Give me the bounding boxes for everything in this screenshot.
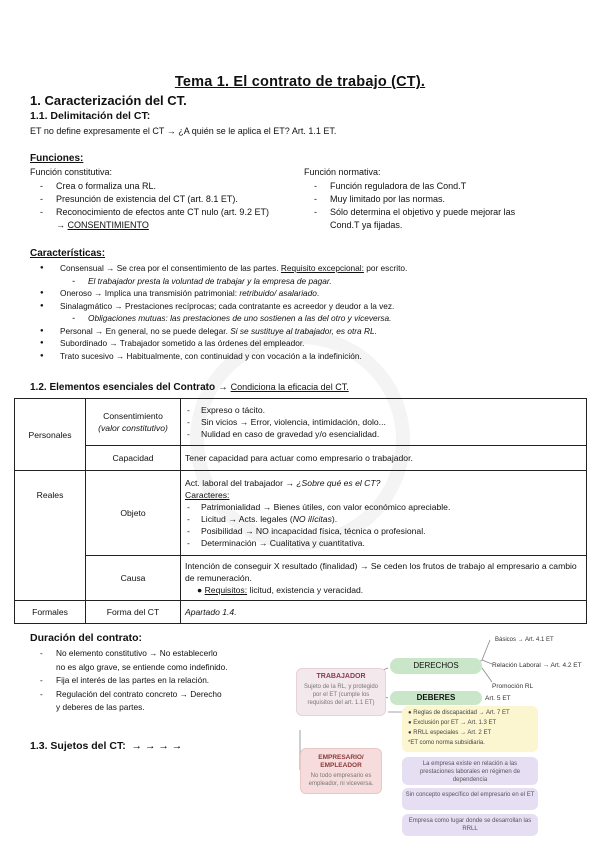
- section-heading: 1. Caracterización del CT.: [30, 93, 187, 108]
- basicos-label: Básicos → Art. 4.1 ET: [495, 637, 554, 643]
- consentimiento-cell: Consentimiento (valor constitutivo): [86, 399, 181, 446]
- reales-cell: Reales: [15, 471, 86, 601]
- list-item: ● Sinalagmático → Prestaciones recíprocas; cada contratante es acreedor y deudor a la vez.: [30, 300, 590, 313]
- funcion-constitutiva-label: Función constitutiva:: [30, 167, 113, 177]
- relacion-label: Relación Laboral → Art. 4.2 ET: [492, 662, 582, 669]
- list-item: - Sólo determina el objetivo y puede mejorar las Cond.T ya fijadas.: [304, 206, 584, 232]
- duracion-heading: Duración del contrato:: [30, 632, 143, 644]
- personales-cell: Personales: [15, 399, 86, 471]
- capacidad-detail: Tener capacidad para actuar como empresario o trabajador.: [181, 446, 587, 471]
- deberes-box: DEBERES: [390, 691, 482, 705]
- list-item: - Muy limitado por las normas.: [304, 193, 584, 206]
- causa-cell: Causa: [86, 556, 181, 601]
- list-item: - Reconocimiento de efectos ante CT nulo (art. 9.2 ET) → CONSENTIMIENTO: [30, 206, 300, 232]
- list-item: - Obligaciones mutuas: las prestaciones de uno sostienen a las del otro y viceversa.: [30, 312, 590, 325]
- list-item: ● Personal → En general, no se puede delegar. Si se sustituye al trabajador, es otra RL.: [30, 325, 590, 338]
- consentimiento-detail: - Expreso o tácito. - Sin vicios → Error, violencia, intimidación, dolo... - Nulidad en caso de gravedad y/o esencialidad.: [181, 399, 587, 446]
- table-row: [15, 399, 587, 446]
- table-row: [15, 601, 587, 624]
- forma-detail: Apartado 1.4.: [181, 601, 587, 624]
- table-row: [15, 556, 587, 601]
- art5-label: Art. 5 ET: [485, 695, 511, 702]
- list-item: ● Oneroso → Implica una transmisión patrimonial: retribuido/ asalariado.: [30, 287, 590, 300]
- caracteristicas-list: [30, 262, 590, 362]
- subsection-heading: 1.1. Delimitación del CT:: [30, 110, 151, 122]
- emp-item-1: La empresa existe en relación a las prestaciones laborales en régimen de dependencia: [402, 757, 538, 785]
- page-title: Tema 1. El contrato de trabajo (CT).: [174, 74, 426, 90]
- caracteristicas-heading: Características:: [30, 248, 106, 259]
- capacidad-cell: Capacidad: [86, 446, 181, 471]
- empresario-box: EMPRESARIO/ EMPLEADOR No todo empresario es empleador, ni viceversa.: [300, 748, 382, 794]
- forma-cell: Forma del CT: [86, 601, 181, 624]
- list-item: - Función reguladora de las Cond.T: [304, 180, 584, 193]
- causa-detail: Intención de conseguir X resultado (finalidad) → Se ceden los frutos de trabajo al empresario a cambio de remuneración. ● Requisitos: licitud, existencia y veracidad.: [181, 556, 587, 601]
- list-item: ● Subordinado → Trabajador sometido a las órdenes del empleador.: [30, 337, 590, 350]
- funcion-normativa-label: Función normativa:: [304, 167, 381, 177]
- table-row: [15, 446, 587, 471]
- list-item: - El trabajador presta la voluntad de trabajar y la empresa de pagar.: [30, 275, 590, 288]
- intro-text: ET no define expresamente el CT → ¿A quién se le aplica el ET? Art. 1.1 ET.: [30, 126, 337, 136]
- list-item: - Crea o formaliza una RL.: [30, 180, 300, 193]
- emp-item-2: Sin concepto específico del empresario en el ET: [402, 788, 538, 810]
- trabajador-box: TRABAJADOR Sujeto de la RL, y protegido por el ET (cumple los requisitos del art. 1.1 ET): [296, 668, 386, 716]
- duracion-list: - No elemento constitutivo → No establecerlo no es algo grave, se entiende como indefinido. - Fija el interés de las partes en la relación. - Regulación del contrato concreto → Derecho y deberes de las partes.: [30, 647, 280, 715]
- table-row: [15, 471, 587, 556]
- objeto-detail: Act. laboral del trabajador → ¿Sobre qué es el CT? Caracteres: - Patrimonialidad → Bienes útiles, con valor económico apreciable. - Licitud → Acts. legales (NO ilícitas). - Posibilidad → NO incapacidad física, técnica o profesional. - Determinación → Cualitativa y cuantitativa.: [181, 471, 587, 556]
- promocion-label: Promoción RL: [492, 683, 534, 690]
- reglas-box: ● Reglas de discapacidad → Art. 7 ET ● Exclusión por ET → Art. 1.3 ET ● RRLL especiales → Art. 2 ET *ET como norma subsidiaria.: [402, 706, 538, 752]
- elementos-table: [14, 398, 587, 624]
- formales-cell: Formales: [15, 601, 86, 624]
- list-item: ● Trato sucesivo → Habitualmente, con continuidad y con vocación a la indefinición.: [30, 350, 590, 363]
- consentimiento-text: CONSENTIMIENTO: [67, 220, 149, 230]
- objeto-cell: Objeto: [86, 471, 181, 556]
- funcion-normativa: [304, 166, 584, 232]
- funciones-heading: Funciones:: [30, 153, 84, 164]
- sujetos-heading: 1.3. Sujetos del CT: → → → →: [30, 740, 183, 752]
- elementos-heading: 1.2. Elementos esenciales del Contrato → Condiciona la eficacia del CT.: [30, 382, 349, 393]
- derechos-box: DERECHOS: [390, 658, 482, 674]
- list-item: ● Consensual → Se crea por el consentimiento de las partes. Requisito excepcional: por escrito.: [30, 262, 590, 275]
- list-item: - Presunción de existencia del CT (art. 8.1 ET).: [30, 193, 300, 206]
- emp-item-3: Empresa como lugar donde se desarrollan las RRLL: [402, 814, 538, 836]
- funcion-constitutiva: [30, 166, 300, 232]
